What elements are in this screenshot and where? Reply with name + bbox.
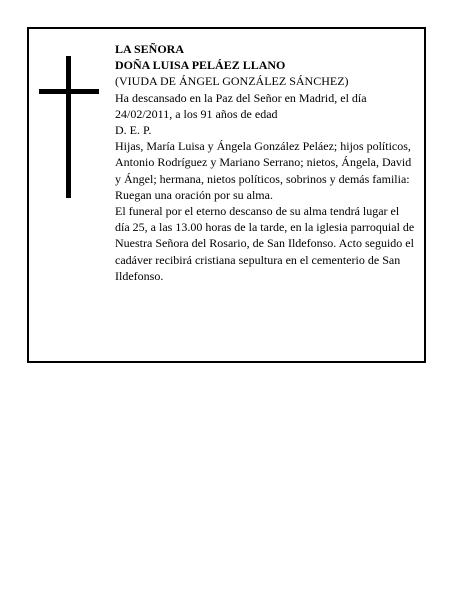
widow-line: (VIUDA DE ÁNGEL GONZÁLEZ SÁNCHEZ) xyxy=(115,74,349,89)
obituary-notice xyxy=(27,27,426,363)
death-announcement: Ha descansado en la Paz del Señor en Madrid, el día 24/02/2011, a los 91 años de edad xyxy=(115,90,367,121)
cross-vertical-bar xyxy=(66,56,71,198)
prayer-request: Ruegan una oración por su alma. xyxy=(115,187,273,202)
family-list: Hijas, María Luisa y Ángela González Peláez; hijos políticos, Antonio Rodríguez y Mariano Serrano; nietos, Ángela, David y Ángel; hermana, nietos políticos, sobrinos y demás familia: xyxy=(115,139,412,186)
notice-text xyxy=(115,41,415,284)
cross-horizontal-bar xyxy=(39,89,99,94)
funeral-details: El funeral por el eterno descanso de su alma tendrá lugar el día 25, a las 13.00 horas de la tarde, en la iglesia parroquial de Nuestra Señora del Rosario, de San Ildefonso. Acto seguido el cadáver recibirá cristiana sepultura en el cementerio de San Ildefonso. xyxy=(115,204,415,283)
rip-line: D. E. P. xyxy=(115,123,152,138)
notice-title: LA SEÑORA xyxy=(115,42,185,56)
deceased-name: DOÑA LUISA PELÁEZ LLANO xyxy=(115,58,286,73)
cross-icon xyxy=(39,56,99,198)
